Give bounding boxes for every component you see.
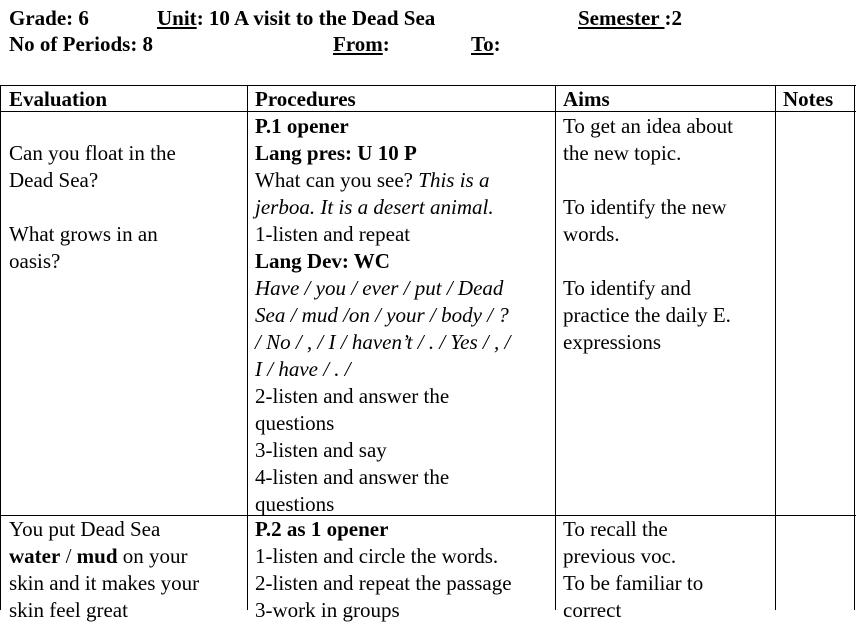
eval-line (9, 194, 176, 221)
eval-line: skin and it makes your (9, 571, 200, 595)
eval-line: You put Dead Sea (9, 517, 161, 541)
aim-line: To be familiar to (563, 571, 704, 595)
procedure-step: 2-listen and repeat the passage (255, 571, 512, 595)
procedure-step: 2-listen and answer the (255, 384, 450, 408)
aim-line: To recall the (563, 517, 668, 541)
eval-slash: / (60, 544, 77, 568)
col-header-evaluation: Evaluation (9, 87, 108, 111)
question-italic: This is a (418, 168, 490, 192)
semester-value: :2 (664, 6, 682, 30)
to-label-text: To (471, 32, 494, 56)
aim-line: correct (563, 598, 622, 622)
aim-line: previous voc. (563, 544, 677, 568)
aim-line: To identify and (563, 276, 691, 300)
procedure-step: questions (255, 492, 335, 516)
aim-line: To identify the new (563, 195, 727, 219)
word-cards-line: I / have / . / (255, 357, 351, 381)
eval-line (9, 543, 199, 570)
to-label (471, 32, 501, 56)
procedure-step: questions (255, 411, 335, 435)
aim-line: expressions (563, 330, 661, 354)
eval-mud: mud (76, 544, 118, 568)
eval-line: skin feel great (9, 598, 128, 622)
procedure-jerboa: jerboa. It is a desert animal. (255, 195, 494, 219)
word-cards-line: Sea / mud /on / your / body / ? (255, 303, 509, 327)
procedure-p2-heading: P.2 as 1 opener (255, 517, 389, 541)
aim-line: the new topic. (563, 141, 682, 165)
col-header-aims: Aims (563, 87, 610, 111)
from-label-text: From (333, 32, 383, 56)
eval-line: oasis? (9, 249, 61, 273)
word-cards-line: Have / you / ever / put / Dead (255, 276, 504, 300)
col-border-right (854, 85, 855, 610)
row1-procedures (255, 113, 510, 518)
procedure-question (255, 167, 510, 194)
periods-label: No of Periods: 8 (9, 32, 154, 56)
header-row-border (0, 111, 856, 112)
unit-title (157, 6, 435, 30)
col-border-3 (775, 85, 776, 610)
procedure-step: 3-work in groups (255, 598, 400, 622)
col-border-left (0, 85, 1, 610)
row2-procedures (255, 516, 512, 624)
row2-aims (563, 516, 703, 624)
unit-label: Unit (157, 6, 197, 30)
to-colon: : (493, 32, 501, 56)
col-header-procedures: Procedures (255, 87, 356, 111)
semester-label (578, 6, 682, 30)
col-border-1 (247, 85, 248, 610)
question-plain: What can you see? (255, 168, 419, 192)
eval-on-your: on your (117, 544, 188, 568)
aim-line: practice the daily E. (563, 303, 731, 327)
row1-aims (563, 113, 733, 356)
row1-evaluation (9, 140, 176, 275)
col-header-notes: Notes (783, 87, 834, 111)
aim-line: words. (563, 222, 620, 246)
procedure-lang-pres: Lang pres: U 10 P (255, 141, 417, 165)
table-top-border (0, 85, 856, 86)
procedure-step: 3-listen and say (255, 438, 387, 462)
word-cards-line: / No / , / I / haven’t / . / Yes / , / (255, 330, 511, 354)
row2-evaluation (9, 516, 199, 624)
procedure-step: 4-listen and answer the (255, 465, 450, 489)
procedure-listen-repeat: 1-listen and repeat (255, 222, 411, 246)
eval-line: Dead Sea? (9, 168, 99, 192)
aim-line (563, 167, 733, 194)
procedure-step: 1-listen and circle the words. (255, 544, 499, 568)
procedure-lang-dev: Lang Dev: WC (255, 249, 390, 273)
procedure-p1-heading: P.1 opener (255, 114, 349, 138)
aim-line (563, 248, 733, 275)
from-colon: : (382, 32, 390, 56)
eval-water: water (9, 544, 61, 568)
eval-line: Can you float in the (9, 141, 176, 165)
lesson-plan-table (0, 85, 856, 622)
grade-label: Grade: 6 (9, 6, 89, 30)
aim-line: To get an idea about (563, 114, 733, 138)
unit-value: : 10 A visit to the Dead Sea (196, 6, 436, 30)
eval-line: What grows in an (9, 222, 158, 246)
col-border-2 (555, 85, 556, 610)
from-label (333, 32, 390, 56)
semester-label-text: Semester (578, 6, 665, 30)
